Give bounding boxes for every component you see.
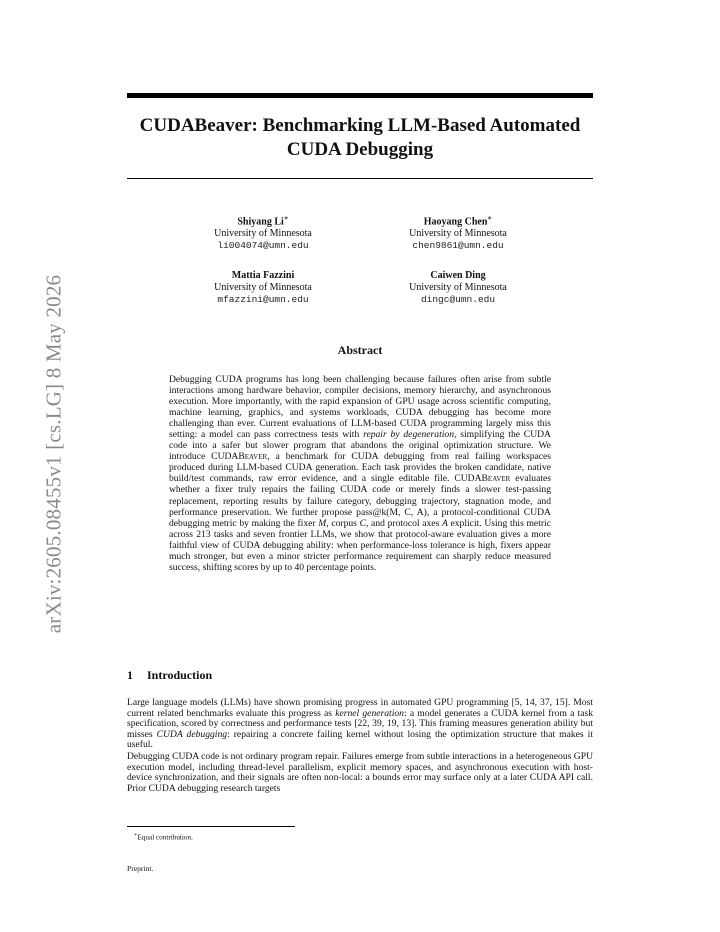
author-block [358, 212, 558, 252]
author-name: Caiwen Ding [430, 270, 486, 281]
intro-paragraph-1: Large language models (LLMs) have shown promising progress in automated GPU programming [5, 14, 37, 15]. Most current related benchmarks evaluate this progress as kernel generation: a model generates a CUDA kernel from a task specification, scored by correctness and performance tests [22, 39, 19, 13]. This framing measures generation ability but misses CUDA debugging: repairing a concrete failing kernel without losing the optimization structure that makes it useful. [127, 697, 594, 751]
author-block [163, 212, 363, 252]
equal-contribution-mark: ∗ [487, 214, 493, 222]
author-affiliation: University of Minnesota [214, 282, 312, 293]
footnote-rule [127, 826, 295, 827]
author-affiliation: University of Minnesota [214, 228, 312, 240]
arxiv-identifier-text: arXiv:2605.08455v1 [cs.LG] 8 May 2026 [41, 274, 66, 634]
author-email[interactable]: li004074@umn.edu [217, 240, 309, 252]
author-email[interactable]: mfazzini@umn.edu [217, 294, 309, 305]
paper-title-line-2: CUDA Debugging [286, 139, 434, 160]
benchmark-name: CUDABeaver [211, 451, 268, 463]
emphasis-term: repair by degeneration [363, 429, 455, 441]
footnote: ∗Equal contribution. [134, 833, 193, 842]
intro-paragraph-2: Debugging CUDA code is not ordinary program repair. Failures emerge from subtle interactions in a heterogeneous GPU execution model, including thread-level parallelism, explicit memory spaces, and asynchronous execution with host-device synchronization, and their signals are often non-local: a bounds error may surface only at a later CUDA API call. Prior CUDA debugging research targets [127, 751, 593, 794]
equal-contribution-mark: ∗ [283, 214, 289, 222]
author-block [358, 270, 558, 306]
paper-title [127, 114, 593, 162]
author-block [163, 270, 363, 306]
paper-title-line-1: CUDABeaver: Benchmarking LLM-Based Automated [139, 115, 581, 136]
section-title: Introduction [147, 668, 213, 682]
author-email[interactable]: chen9861@umn.edu [412, 240, 504, 252]
section-heading-introduction [127, 668, 212, 683]
author-affiliation: University of Minnesota [409, 228, 507, 240]
preprint-footer: Preprint. [127, 864, 154, 873]
author-email[interactable]: dingc@umn.edu [420, 294, 496, 305]
author-name: Haoyang Chen∗ [423, 214, 493, 228]
arxiv-identifier-stamp [38, 264, 70, 644]
abstract-text: Debugging CUDA programs has long been challenging because failures often arise from subtle interactions among hardware behavior, compiler decisions, memory hierarchy, and asynchronous execution. More importantly, with the rapid expansion of GPU usage across scientific computing, machine learning, graphics, and systems workloads, CUDA debugging has become more challenging than ever. Current evaluations of LLM-based CUDA programming largely miss this setting: a model can pass correctness tests with repair by degeneration, simplifying the CUDA code into a safer but slower program that abandons the original optimization structure. We introduce CUDABeaver, a benchmark for CUDA debugging from real failing workspaces produced during LLM-based CUDA generation. Each task provides the broken candidate, native build/test commands, raw error evidence, and a single editable file. CUDABeaver evaluates whether a fixer truly repairs the failing CUDA code or merely finds a slower test-passing replacement, reporting results by failure category, debugging trajectory, stagnation mode, and performance preservation. We further propose pass@k(M, C, A), a protocol-conditional CUDA debugging metric by making the fixer M, corpus C, and protocol axes A explicit. Using this metric across 213 tasks and seven frontier LLMs, we show that protocol-aware evaluation gives a more faithful view of CUDA debugging ability: when performance-loss tolerance is high, fixers appear much stronger, but even a minor stricter performance requirement can sharply reduce measured success, shifting scores by up to 40 percentage points. [169, 374, 551, 573]
benchmark-name: CUDABeaver [454, 473, 511, 485]
section-number: 1 [127, 668, 133, 682]
title-bottom-rule [127, 178, 593, 179]
author-name: Shiyang Li∗ [237, 214, 289, 228]
author-name: Mattia Fazzini [231, 270, 295, 281]
title-top-rule [127, 93, 593, 98]
metric-formula: pass@k(M, C, A) [356, 506, 427, 518]
author-affiliation: University of Minnesota [409, 282, 507, 293]
abstract-heading: Abstract [337, 343, 383, 357]
